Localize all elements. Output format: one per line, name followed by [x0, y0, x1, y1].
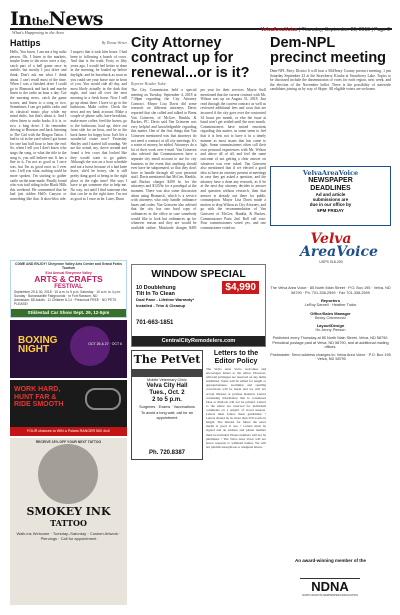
deadlines-title: NEWSPAPER DEADLINES — [308, 177, 353, 192]
tattoo-title: SMOKEY INK TATTOO — [26, 505, 111, 528]
office-heading: Office/Sales Manager — [310, 310, 351, 316]
boxing-dates: OCT 26 & 27 · OCT 6 — [88, 342, 122, 346]
hattips-column — [10, 38, 127, 258]
arts-crafts-ad[interactable] — [10, 260, 127, 318]
arts-ad-top: COME AND ENJOY! Cheyenne Valley Arts Center and Grand Forks Tourism — [15, 262, 122, 270]
tattoo-ad[interactable] — [10, 438, 127, 605]
arts-ad-anniversary: 51st Annual Sheyenne Valley — [45, 271, 92, 275]
city-attorney-body: The City Commission held a special meeting on Tuesday, September 4, 2018 at 7:30pm regarding the City Attorney Contract. Mayor Lisa Davis did some research on different attorneys. Davis reported that she called and talked to Brent Van Grinsven, of McGee, Hankla, & Backes, PC. Davis said Van Grinsven was very helpful and knowledgeable regarding this matter. One of the first things that Van Grinsven mentioned was that attorneys do not need a contract at all city meetings. It's a waste of money, he added. Attorneys do a lot of their work over e-mail. Van Grinsven also advised that Commissioners have a separate city email account to use for city business in the event that anything should ever have be subpoenaed, so that they don't have to bundle through all your personal stuff. Davis mentioned that McGee, Hankla, and Backes charges $200 hr. for the attorneys and $125/hr for a paralegal at the moment. There was also some discussion about using Bismarck, which is a service with attorneys who only handle ordinance bases and codes. Van Grinsven also advised that the city has one hard copy of ordinances in the office in case somebody would like to look but ordinances up for whatever reason and they are would be available online. Municode charges $495 per year for their services. Mayor Stoll mentioned that the current contract with Mr. Wilson was up on August 31, 2018. Just read through the current contract as well as reviewed additional fees and costs that are incurred if the city goes over the contracted 34 hours per month, or else the issue at hand won't get settled until the next month. Commissioners have mixed emotions regarding this matter, as some seem to feel that it is best not to have it in a timely manner as most issues that has come to light. Some commissioners often call their own personal experiences with Mr. Wilson and above all of all, and feel the same outcome of not getting a clear answer on whatever was ever asked. Van Grinsven also mentioned that if we elected a good idea to have an attorney present at meetings in case they get asked a question, and the attorney have a done any research, as if he at the next day attorney decides to answer and question without research, then that answer is already out there for public consumption. Mayor Lisa Davis made a motion to drop Wilson as City Attorney, and go with the recommendation of Van Grinsven of McGee, Hankla, & Backes. Commissioner Patio 2nd. Roll call vote: Four commissioners voted yes, and one commissioner voted no. — [131, 88, 266, 230]
boxing-title: BOXING NIGHT — [18, 335, 58, 355]
petvet-location: Velva City Hall — [146, 383, 188, 389]
arts-ad-dates: September 29 & 30, 2018 · 10 a.m. to 5 p.m. Saturday · 10 a.m. to 4 p.m. Sunday · Bonanzaville Fairgrounds · In Fort Ransom, ND — [14, 290, 122, 298]
petvet-ad[interactable] — [131, 350, 203, 460]
office-address: The Velva Area Voice · 85 North Main Street · P.O. Box 195 · Velva, ND 58790 · Ph. 701-338-2599 · Fax 701-338-2599 — [270, 286, 391, 295]
letters-policy — [206, 350, 266, 449]
postmaster-note: Postmaster: Send address changes to: Velva Area Voice · P.O. Box 195 · Velva, ND 58790 — [270, 352, 391, 362]
dem-npl-headline: Dem-NPL precinct meeting — [270, 35, 387, 66]
work-hard-ad[interactable] — [10, 380, 127, 436]
hattips-byline: By Donna Weiser — [101, 41, 127, 45]
logo-velva: Velva — [310, 231, 352, 247]
deadlines-text: Ad and article submissions are due in our office by 5PM FRIDAY — [309, 192, 352, 213]
velva-area-voice-logo — [300, 231, 378, 283]
tattoo-ad-top: RECEIVE 15% OFF YOUR NEXT TATTOO — [35, 440, 102, 444]
arts-ad-footer: Stiklestad Car Show Sept. 29, 12-5pm — [11, 309, 126, 317]
ndna-subtitle: NORTH DAKOTA NEWSPAPER ASSOCIATION — [302, 594, 358, 597]
petvet-services: Surgeries · Exams · Vaccinations — [139, 405, 195, 409]
arts-ad-title: ARTS & CRAFTS — [34, 274, 103, 284]
window-special-ad[interactable] — [131, 264, 266, 347]
letters-heading: Letters to the Editor Policy — [213, 350, 259, 365]
hattips-heading: Hattips — [10, 38, 41, 48]
dem-npl-article — [270, 36, 391, 92]
boxing-night-ad[interactable] — [10, 320, 127, 378]
petvet-time: 2 to 5 p.m. — [152, 397, 182, 403]
window-special-title: WINDOW SPECIAL — [151, 268, 246, 280]
petvet-date: Tues., Oct. 2 — [149, 390, 185, 396]
published-note: Published every Thursday at 85 North Main Street, Velva, ND 58790. Periodical postage paid at Velva, ND 58790, and at additional mailing offices. — [272, 335, 389, 350]
layout-name: Ho Jenny Pierson — [315, 328, 346, 333]
petvet-note: To avoid a long wait, call for an appointment — [141, 411, 193, 420]
petvet-phone: Ph. 720.8387 — [148, 450, 186, 456]
ndna-text: NDNA — [311, 579, 349, 594]
reporters-heading: Reporters — [321, 298, 340, 304]
deadlines-masthead: VelvaAreaVoice — [302, 169, 359, 177]
staff-box — [270, 286, 391, 362]
city-attorney-headline: City Attorney contract up for renewal...or is it? — [131, 35, 250, 81]
petvet-title: The PetVet — [133, 353, 201, 366]
arts-ad-title2: FESTIVAL — [54, 284, 83, 290]
logo-areavoice: AreaVoice — [300, 244, 378, 260]
petvet-divider — [132, 369, 202, 377]
in-the-news-logo: IntheNews — [10, 8, 103, 30]
atv-icon — [85, 388, 121, 410]
window-phone: 701-663-1851 — [136, 320, 174, 326]
tattoo-image-icon — [38, 444, 98, 504]
dem-npl-body: Dem-NPL Party District 6 will host a McHenry County precinct meeting, 1 pm Saturday September 22 at the Strawberry Kioske at Strawberry Lake. Topics to be discussed include the dissemination of votes for each region, next week, and the election of the November ballot. There is the possibility of statewide candidates joining us by way of Skype. All eligible voters are welcome. — [270, 69, 391, 92]
work-hard-title: WORK HARD, HUNT FAR & RIDE SMOOTH — [14, 386, 64, 409]
layout-heading: Layout/Design — [316, 323, 345, 329]
ndna-logo — [300, 578, 360, 608]
spotlight-glow-icon — [70, 326, 110, 366]
window-price: $4,990 — [222, 281, 259, 294]
letters-body: The Velva Area Voice welcomes and encourages letters to the editor. However, editorial privileges are reserved on any items submitted. Some will be edited for length or appropriateness. Grammar and spelling corrections will be made and we will not accept libelous or profane material. Letters containing information that is considered false or libelous will not be printed. Letters to the editor are reserved for individual comments on a subject of broad interest. Letters must follow these guidelines: • Letters should be no more than 250 words in length. The interest for future the news media is good to see. • Letters must be signed and an address and phone number must be included. Phone numbers will not be published. • The Velva Area Voice will not honor requests to withhold names. We will not publish anonymous or unsigned letters. — [206, 367, 266, 449]
office-name: Becky Cirkvenovic — [314, 315, 347, 320]
window-website[interactable]: CentralCityRemodelers.com — [132, 336, 265, 346]
newspaper-deadlines-ad — [270, 166, 391, 226]
tagline: What's Happening in the Area — [12, 30, 64, 35]
reporters-names: LeRoy Darnell · Heather Tudor — [304, 303, 357, 308]
window-special-details: 10 Doublehung Tilt In To Clean Dual Pane - Lifetime Warranty* Installed - Trim & Cleanup — [136, 285, 195, 308]
usps-number: USPS 018-290 — [319, 260, 343, 264]
city-attorney-article — [131, 36, 266, 284]
award-line: An award-winning member of the — [294, 558, 366, 563]
work-hard-footer: FOUR chances to WIN a Polaris RANGER 500 4x4! — [10, 427, 127, 436]
city-attorney-byline: Reporter Heather Tudor — [131, 82, 166, 86]
issue-line: VelvaAreaVoice | Thursday, September 20, 2018 | Page 2 — [260, 27, 390, 33]
hattips-body: Hello, You know, I am not a big radio person. Oh, I listen to the markets, maybe listen to the news once a day, catch part of a ball game once in awhile, but mostly I just drive and think. Don't ask me what I think about. I can't recall most of the time. When I was a finished drive I could go to Bismarck and back and maybe listen to the radio an hour a day. Got the morning news, catch the game scores, and listen to a song or two. Sometimes I can get public radio and its classical music play while my mind drifts, but that's about it. And I often listen to audio books if it is, or two, a long drive. I do remember driving to Houston and back listening to The Girl with the Dragon Tattoo. I had to sit in the yard when I got home for one last half hour to hear the end. So, when I tell you I don't know who sings the song, or what the title to the song is, you will believe me. It has a line in it, I'm not as good as I once was, but I'm as good once as I ever was. I tell you what, nothing could be more spoken. I'm starting to gather cattle on the man-made. Finally found who was trail riding in the Black Hills this weekend. He commented that he had just ridden Hell's Canyon or something like that. It shoo-bloo ride. I suspect that it took him hours. I had been to following a bunch of cows. And that is the truth. Forty or fifty years ago, I would feel better at done in the morning, be loaded up before daylight, and be horseback as soon as you could see your horse cute in front of you. You would ride all day, and most likely actually in the dark that night, and start all over the next morning in a fresh horse. Now I still go up about three. I have to go to the bathroom. Make coffee. Check the news and my bank account. Make a couple of phone calls, have breakfast, make more coffee, feed the horses, go to the bathroom, load up, drive out from side for an hour, and be to the back home for happy hour. Isn't life a wonderful cruise now? Yesterday Shirley and I started fall roundup. We are the actual, my, drove around and found a few cows that looked like they would want to go gather. Although she was on a hour schedule and not a horse because of a bad knee leave, she'd be heavy, she is still pretty dang good at being in the right place at the right time! She says I have to get someone else to help me. No way, not until I find someone else that can be in the right time. I'm not as good as I once as be. Later, Dunn — [10, 50, 127, 201]
tattoo-details: Walk-ins Welcome · Tuesday–Saturday · Custom Artwork · Piercings · Call for appointment — [16, 531, 121, 541]
petvet-subtitle: Mobile Veterinary Clinic — [147, 378, 187, 382]
arts-ad-admission: Admission: $5 Adults · 11 Children 6-14 · Preschool FREE · NO PETS PLEASE! — [14, 298, 117, 306]
